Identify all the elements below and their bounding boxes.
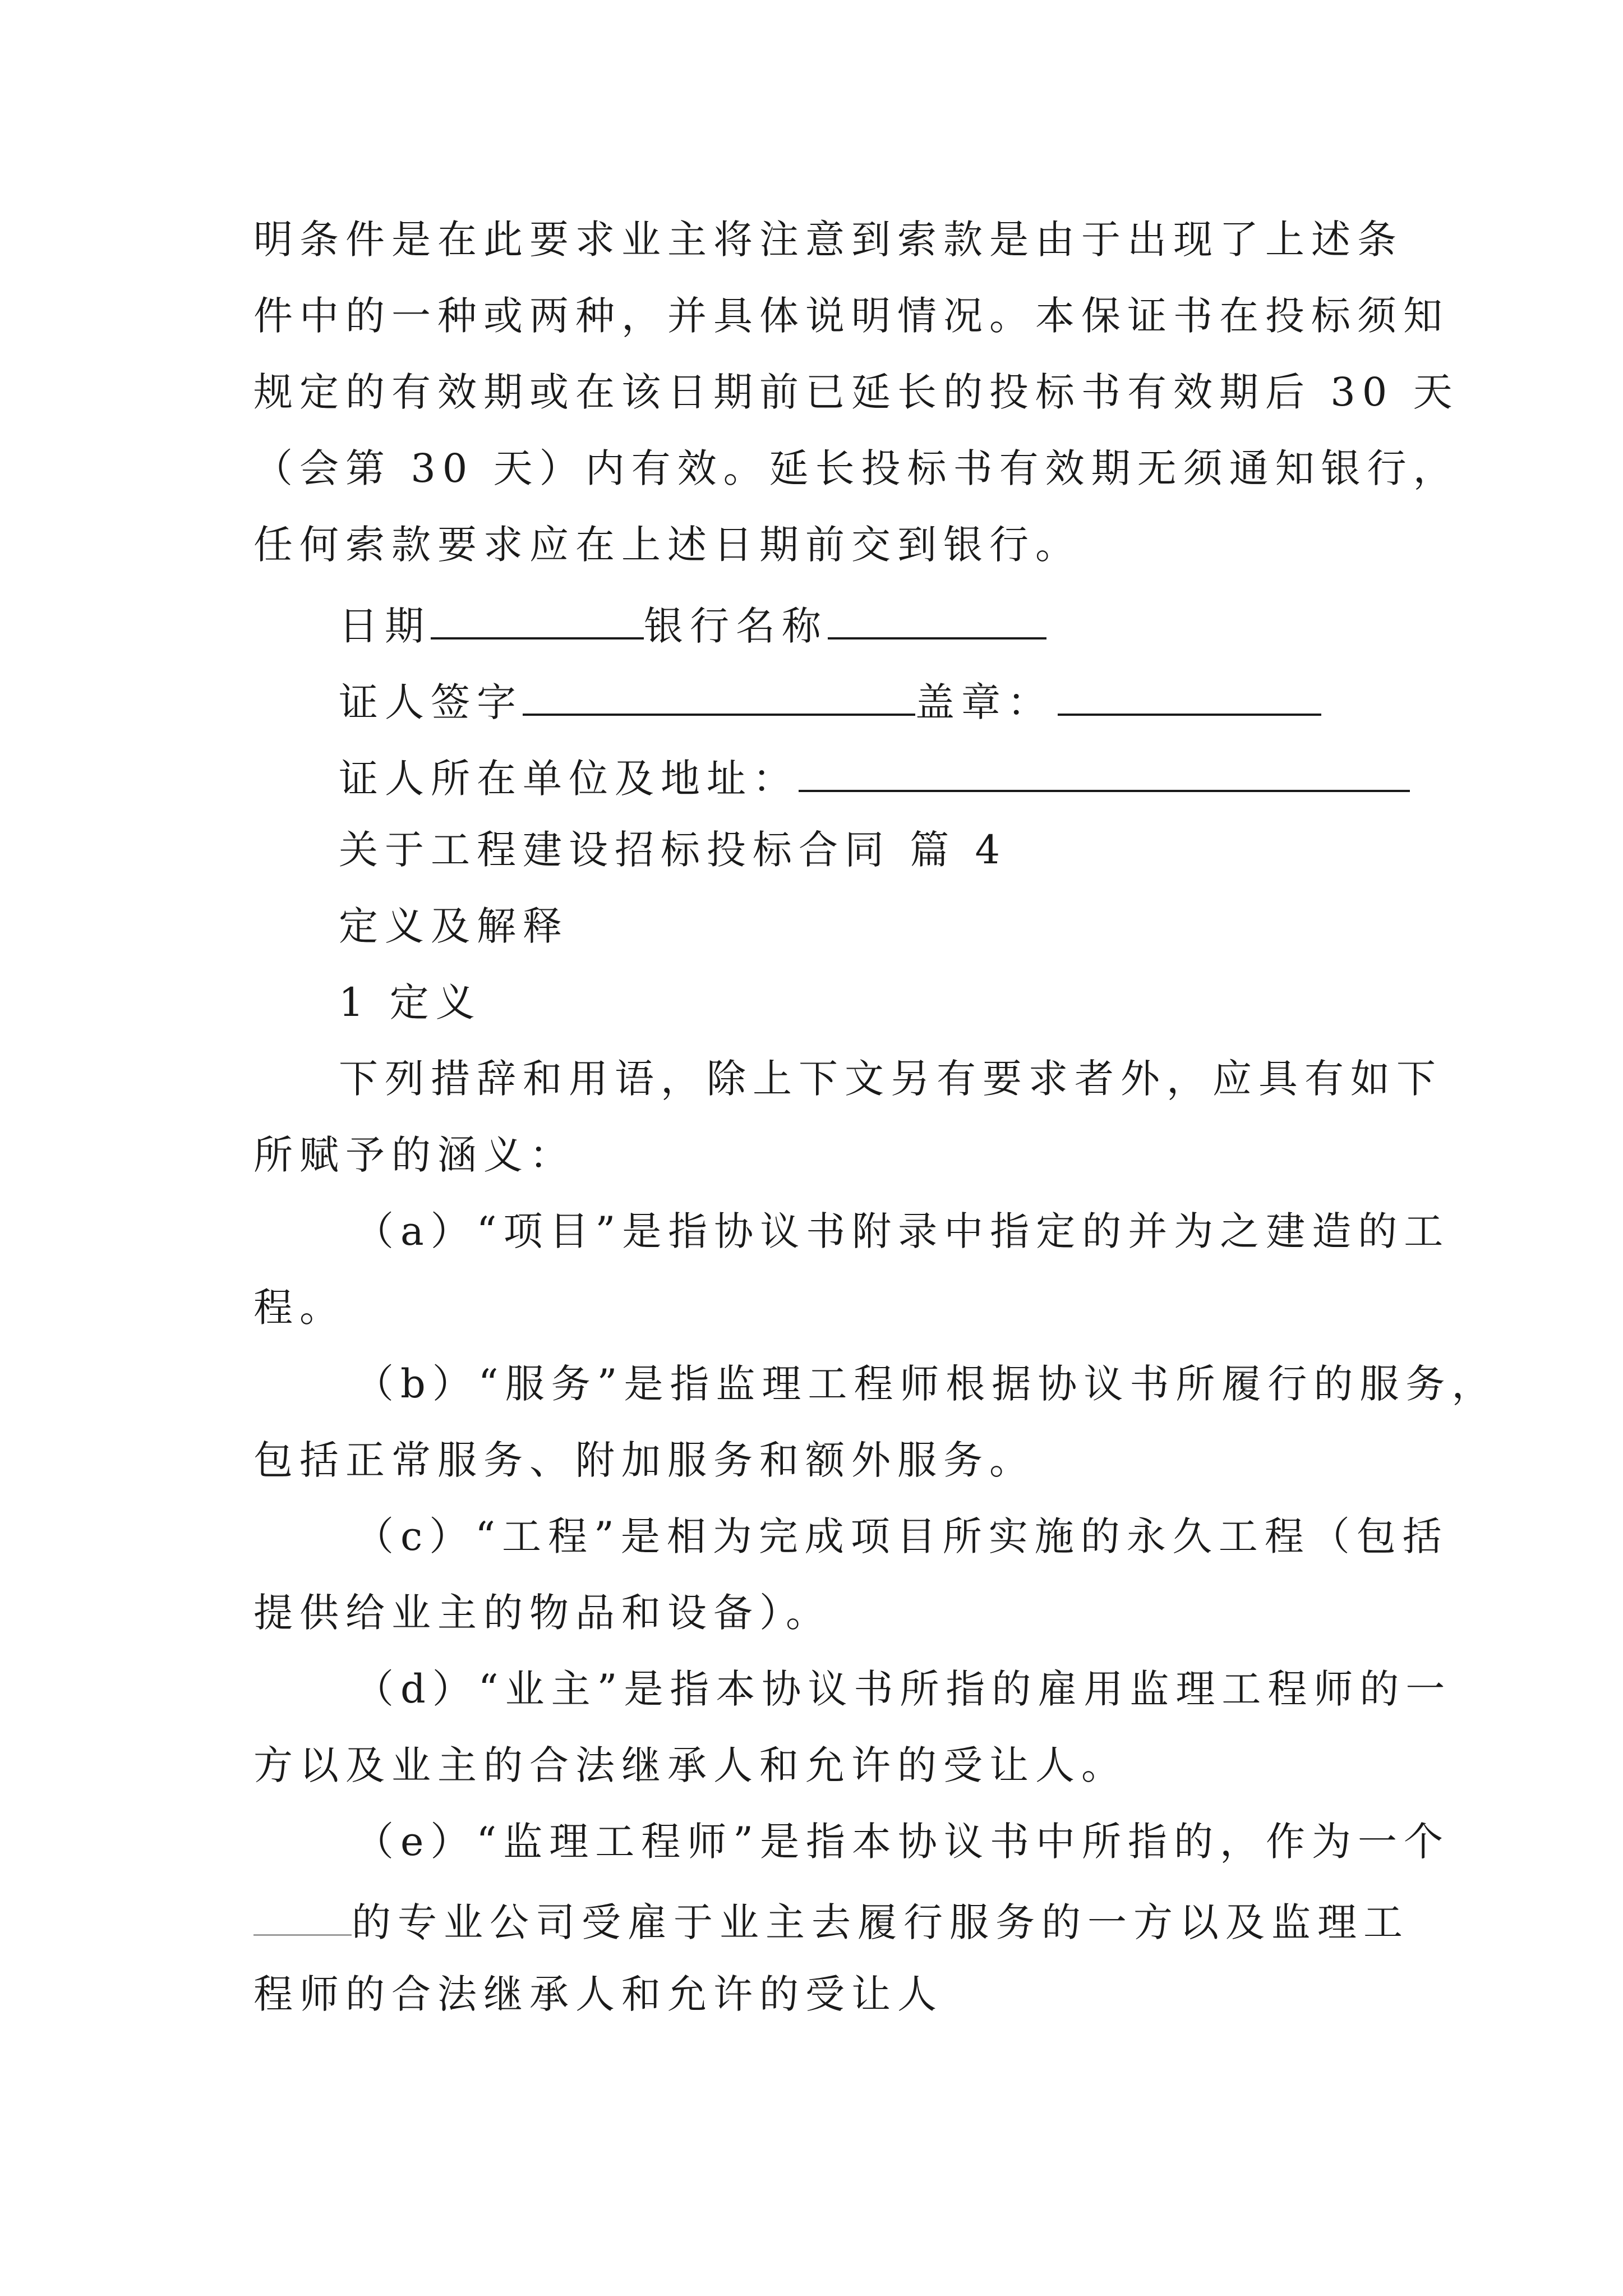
paragraph-line: （会第 30 天）内有效。延长投标书有效期无须通知银行， <box>253 445 1459 491</box>
date-blank <box>431 601 644 639</box>
date-bank-row <box>339 601 1046 649</box>
bank-name-blank <box>828 601 1046 639</box>
intro-line: 所赋予的涵义： <box>253 1132 575 1178</box>
seal-label: 盖章： <box>915 679 1053 725</box>
clause-heading: 1 定义 <box>339 979 482 1025</box>
witness-unit-label: 证人所在单位及地址： <box>339 756 799 802</box>
definition-a-line: （a）“项目”是指协议书附录中指定的并为之建造的工 <box>354 1208 1450 1254</box>
definition-c-line: （c）“工程”是相为完成项目所实施的永久工程（包括 <box>354 1513 1449 1559</box>
paragraph-line: 规定的有效期或在该日期前已延长的投标书有效期后 30 天 <box>253 369 1459 415</box>
intro-line: 下列措辞和用语，除上下文另有要求者外，应具有如下 <box>339 1056 1442 1102</box>
definition-e-row <box>253 1898 1409 1945</box>
section-subtitle: 定义及解释 <box>339 903 569 949</box>
signature-seal-row <box>339 678 1321 725</box>
profession-blank <box>253 1898 352 1936</box>
seal-blank <box>1058 678 1321 716</box>
definition-d-line: （d）“业主”是指本协议书所指的雇用监理工程师的一 <box>354 1666 1452 1712</box>
witness-unit-blank <box>799 754 1410 792</box>
witness-unit-row <box>339 754 1410 802</box>
definition-c-line: 提供给业主的物品和设备）。 <box>253 1590 832 1636</box>
definition-b-line: （b）“服务”是指监理工程师根据协议书所履行的服务， <box>354 1361 1498 1407</box>
paragraph-line: 件中的一种或两种，并具体说明情况。本保证书在投标须知 <box>253 293 1449 339</box>
definition-e-line: （e）“监理工程师”是指本协议书中所指的，作为一个 <box>354 1819 1450 1865</box>
definition-e-line: 程师的合法继承人和允许的受让人 <box>253 1971 943 2017</box>
bank-name-label: 银行名称 <box>644 603 828 649</box>
definition-d-line: 方以及业主的合法继承人和允许的受让人。 <box>253 1742 1127 1788</box>
witness-signature-label: 证人签字 <box>339 679 523 725</box>
witness-signature-blank <box>523 678 915 716</box>
section-title: 关于工程建设招标投标合同 篇 4 <box>339 827 1007 873</box>
definition-e-line: 的专业公司受雇于业主去履行服务的一方以及监理工 <box>352 1899 1409 1945</box>
date-label: 日期 <box>339 603 431 649</box>
definition-b-line: 包括正常服务、附加服务和额外服务。 <box>253 1437 1035 1483</box>
paragraph-line: 任何索款要求应在上述日期前交到银行。 <box>253 522 1081 568</box>
definition-a-line: 程。 <box>253 1285 345 1331</box>
paragraph-line: 明条件是在此要求业主将注意到索款是由于出现了上述条 <box>253 217 1403 263</box>
